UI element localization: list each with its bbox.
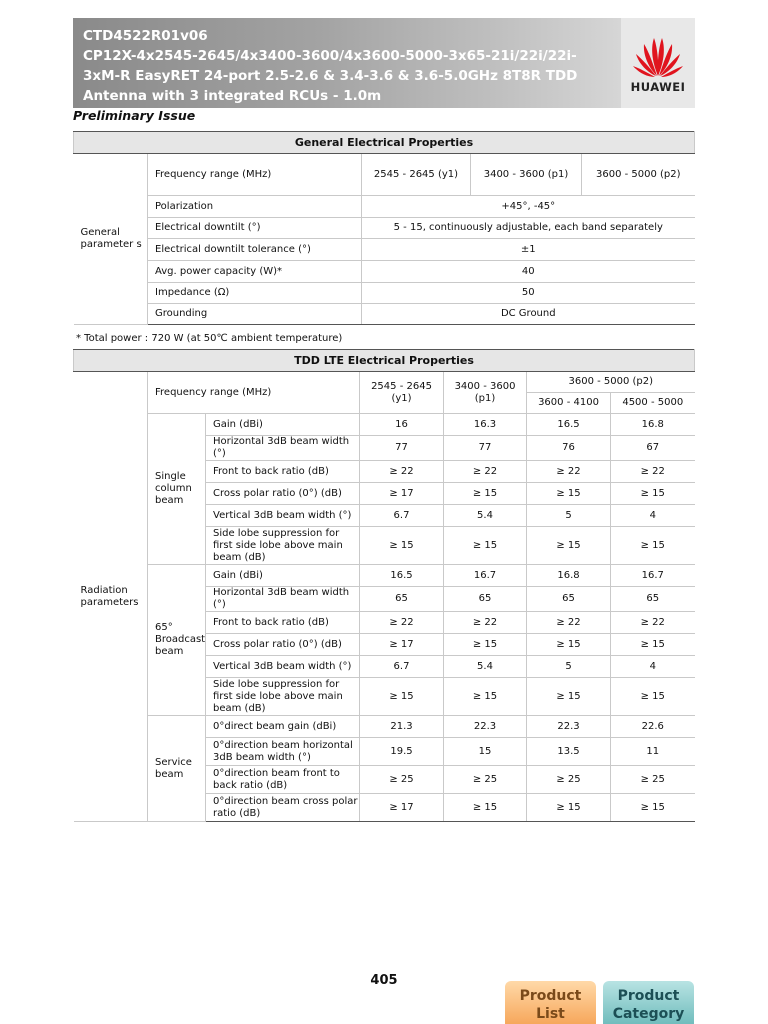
param-value: ≥ 22 — [444, 461, 527, 483]
param-value: 19.5 — [360, 738, 444, 766]
param-value: ≥ 15 — [444, 678, 527, 716]
tdd-band-p2-high: 4500 - 5000 — [611, 393, 695, 414]
param-label: Front to back ratio (dB) — [206, 612, 360, 634]
param-value: 5.4 — [444, 656, 527, 678]
total-power-note: * Total power : 720 W (at 50℃ ambient temperature) — [76, 333, 343, 344]
param-label: Front to back ratio (dB) — [206, 461, 360, 483]
header-title-bar — [73, 18, 621, 108]
param-label: Gain (dBi) — [206, 565, 360, 587]
param-label: 0°direction beam cross polar ratio (dB) — [206, 794, 360, 822]
huawei-logo — [621, 18, 695, 108]
tdd-band-p2-low: 3600 - 4100 — [527, 393, 611, 414]
param-value: ≥ 22 — [360, 612, 444, 634]
param-value: 16 — [360, 414, 444, 436]
param-value: ≥ 17 — [360, 634, 444, 656]
general-band-p2: 3600 - 5000 (p2) — [582, 154, 695, 196]
param-label: Gain (dBi) — [206, 414, 360, 436]
param-value: 40 — [362, 261, 695, 283]
tdd-band-p2: 3600 - 5000 (p2) — [527, 372, 695, 393]
beam-group-label: Single column beam — [148, 414, 206, 565]
param-value: 16.5 — [527, 414, 611, 436]
param-value: 6.7 — [360, 505, 444, 527]
preliminary-issue-label: Preliminary Issue — [73, 108, 196, 123]
param-value: 16.8 — [611, 414, 695, 436]
param-value: ≥ 15 — [444, 527, 527, 565]
tdd-table-title: TDD LTE Electrical Properties — [74, 350, 695, 372]
param-value: ≥ 22 — [360, 461, 444, 483]
general-electrical-table — [73, 131, 695, 325]
param-label: 0°direct beam gain (dBi) — [206, 716, 360, 738]
param-value: 5 - 15, continuously adjustable, each band separately — [362, 218, 695, 239]
param-label: Electrical downtilt tolerance (°) — [148, 239, 362, 261]
tdd-band-p1: 3400 - 3600 (p1) — [444, 372, 527, 414]
param-label: Avg. power capacity (W)* — [148, 261, 362, 283]
param-label: Vertical 3dB beam width (°) — [206, 505, 360, 527]
tdd-group-label: Radiation parameters — [74, 372, 148, 822]
header-line-spec-3: Antenna with 3 integrated RCUs - 1.0m — [83, 88, 382, 104]
param-value: ≥ 15 — [444, 483, 527, 505]
param-value: 16.8 — [527, 565, 611, 587]
param-value: ≥ 15 — [611, 678, 695, 716]
param-label: Vertical 3dB beam width (°) — [206, 656, 360, 678]
param-label: Horizontal 3dB beam width (°) — [206, 587, 360, 612]
param-label: Side lobe suppression for first side lobe above main beam (dB) — [206, 678, 360, 716]
general-band-y1: 2545 - 2645 (y1) — [362, 154, 471, 196]
header-line-spec-1: CP12X-4x2545-2645/4x3400-3600/4x3600-5000-3x65-21i/22i/22i- — [83, 48, 577, 64]
param-value: ≥ 22 — [527, 612, 611, 634]
param-value: ≥ 15 — [611, 794, 695, 822]
header-line-model: CTD4522R01v06 — [83, 28, 208, 44]
param-value: ≥ 15 — [527, 794, 611, 822]
param-value: 76 — [527, 436, 611, 461]
param-value: ≥ 22 — [444, 612, 527, 634]
page-number: 405 — [370, 973, 398, 988]
param-label: Grounding — [148, 304, 362, 325]
param-value: ≥ 25 — [360, 766, 444, 794]
param-label: Cross polar ratio (0°) (dB) — [206, 634, 360, 656]
general-band-p1: 3400 - 3600 (p1) — [471, 154, 582, 196]
param-value: 65 — [527, 587, 611, 612]
param-value: 16.7 — [444, 565, 527, 587]
param-value: 65 — [444, 587, 527, 612]
param-value: 13.5 — [527, 738, 611, 766]
param-value: 6.7 — [360, 656, 444, 678]
param-value: ≥ 15 — [611, 527, 695, 565]
param-value: ≥ 15 — [444, 794, 527, 822]
param-value: ≥ 15 — [360, 678, 444, 716]
param-value: 15 — [444, 738, 527, 766]
param-value: ±1 — [362, 239, 695, 261]
param-value: ≥ 15 — [611, 483, 695, 505]
param-value: 4 — [611, 505, 695, 527]
huawei-logo-text: HUAWEI — [630, 80, 686, 94]
param-value: ≥ 22 — [611, 612, 695, 634]
param-label: 0°direction beam horizontal 3dB beam width (°) — [206, 738, 360, 766]
param-value: 77 — [444, 436, 527, 461]
beam-group-label: Service beam — [148, 716, 206, 822]
param-label: Polarization — [148, 196, 362, 218]
param-label: Horizontal 3dB beam width (°) — [206, 436, 360, 461]
param-value: 5 — [527, 505, 611, 527]
param-value: ≥ 22 — [611, 461, 695, 483]
param-value: ≥ 15 — [527, 678, 611, 716]
beam-group-label: 65° Broadcast beam — [148, 565, 206, 716]
tdd-freq-label: Frequency range (MHz) — [148, 372, 360, 414]
param-label: Electrical downtilt (°) — [148, 218, 362, 239]
param-value: ≥ 15 — [527, 483, 611, 505]
param-value: +45°, -45° — [362, 196, 695, 218]
param-value: 11 — [611, 738, 695, 766]
param-value: 77 — [360, 436, 444, 461]
param-value: 16.3 — [444, 414, 527, 436]
param-value: ≥ 17 — [360, 794, 444, 822]
param-value: 16.7 — [611, 565, 695, 587]
tdd-band-y1: 2545 - 2645 (y1) — [360, 372, 444, 414]
param-value: 16.5 — [360, 565, 444, 587]
product-list-button[interactable]: Product List — [505, 981, 596, 1024]
product-category-button[interactable]: Product Category — [603, 981, 694, 1024]
param-label: Side lobe suppression for first side lobe above main beam (dB) — [206, 527, 360, 565]
param-value: 5 — [527, 656, 611, 678]
param-value: 22.3 — [444, 716, 527, 738]
param-value: 65 — [360, 587, 444, 612]
param-value: 4 — [611, 656, 695, 678]
general-group-label: General parameter s — [74, 154, 148, 325]
param-label: Cross polar ratio (0°) (dB) — [206, 483, 360, 505]
param-value: ≥ 25 — [611, 766, 695, 794]
param-value: 50 — [362, 283, 695, 304]
param-value: ≥ 15 — [527, 527, 611, 565]
param-value: ≥ 17 — [360, 483, 444, 505]
param-value: ≥ 25 — [527, 766, 611, 794]
general-table-title: General Electrical Properties — [74, 132, 695, 154]
param-value: ≥ 15 — [611, 634, 695, 656]
general-freq-label: Frequency range (MHz) — [148, 154, 362, 196]
param-value: 22.3 — [527, 716, 611, 738]
param-value: ≥ 15 — [444, 634, 527, 656]
param-value: ≥ 15 — [527, 634, 611, 656]
huawei-petals-icon — [631, 32, 685, 78]
tdd-lte-electrical-table — [73, 349, 695, 822]
param-value: ≥ 15 — [360, 527, 444, 565]
param-value: 21.3 — [360, 716, 444, 738]
param-label: 0°direction beam front to back ratio (dB) — [206, 766, 360, 794]
document-header — [73, 18, 695, 108]
param-value: 65 — [611, 587, 695, 612]
header-line-spec-2: 3xM-R EasyRET 24-port 2.5-2.6 & 3.4-3.6 & 3.6-5.0GHz 8T8R TDD — [83, 68, 578, 84]
param-label: Impedance (Ω) — [148, 283, 362, 304]
param-value: ≥ 22 — [527, 461, 611, 483]
param-value: 67 — [611, 436, 695, 461]
param-value: DC Ground — [362, 304, 695, 325]
param-value: 22.6 — [611, 716, 695, 738]
param-value: 5.4 — [444, 505, 527, 527]
param-value: ≥ 25 — [444, 766, 527, 794]
